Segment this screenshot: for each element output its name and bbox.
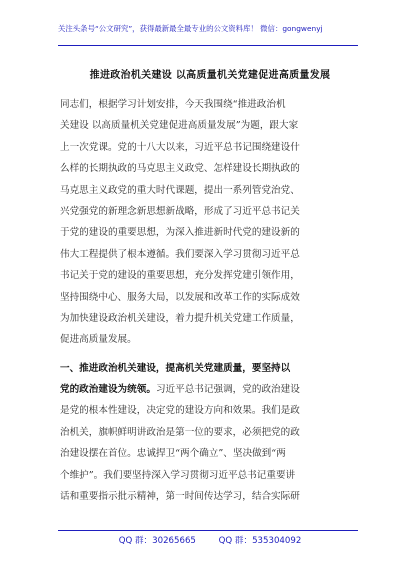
paragraph-gap <box>60 351 350 358</box>
body-line: 是党的根本性建设，决定党的建设方向和效果。我们是政 <box>60 405 300 417</box>
body-line: 兴党强党的新理念新思想新战略，形成了习近平总书记关 <box>60 205 300 217</box>
body-line: 么样的长期执政的马克思主义政党、怎样建设长期执政的 <box>60 163 300 175</box>
section-heading-text: 党的政治建设为统领。 <box>60 384 156 396</box>
body-line: 治机关，旗帜鲜明讲政治是第一位的要求，必须把党的政 <box>60 426 300 438</box>
body-line: 习近平总书记强调，党的政治建设 <box>155 384 300 396</box>
body-line: 促进高质量发展。 <box>60 334 137 346</box>
body-line: 坚持围绕中心、服务大局，以发展和改革工作的实际成效 <box>60 291 300 303</box>
body-line: 上一次党课。党的十八大以来，习近平总书记围绕建设什 <box>60 141 300 153</box>
footer-qq-group-1: QQ 群：30265665 <box>118 536 196 546</box>
footer-qq-group-2: QQ 群：535304092 <box>218 536 302 546</box>
header-divider <box>58 45 358 46</box>
section-heading-line-1: 一、推进政治机关建设，提高机关党建质量，要坚持以 <box>60 362 291 374</box>
body-line: 书记关于党的建设的重要思想，充分发挥党建引领作用， <box>60 270 300 282</box>
header-promo-note: 关注头条号“公文研究”，获得最新最全最专业的公文资料库！ 微信：gongwenyj <box>58 24 323 33</box>
body-line: 伟大工程提供了根本遵循。我们要深入学习贯彻习近平总 <box>60 248 300 260</box>
body-line: 治建设摆在首位。忠诚捍卫“两个确立”、坚决做到“两 <box>60 448 286 460</box>
footer-contacts <box>60 534 360 546</box>
body-line: 话和重要指示批示精神，第一时间传达学习，结合实际研 <box>60 491 300 503</box>
body-line: 为加快建设政治机关建设，着力提升机关党建工作质量， <box>60 312 300 324</box>
body-line: 于党的建设的重要思想，为深入推进新时代党的建设新的 <box>60 227 300 239</box>
body-line: 关建设 以高质量机关党建促进高质量发展”为题，跟大家 <box>60 120 299 132</box>
body-line: 马克思主义政党的重大时代课题，提出一系列管党治党、 <box>60 184 300 196</box>
body-line: 个维护”。我们要坚持深入学习贯彻习近平总书记重要讲 <box>60 469 296 481</box>
footer-divider <box>58 530 358 531</box>
document-body <box>60 94 350 507</box>
document-title: 推进政治机关建设 以高质量机关党建促进高质量发展 <box>89 70 331 81</box>
body-line: 同志们，根据学习计划安排，今天我围绕“推进政治机 <box>60 99 286 110</box>
section-heading-line-2 <box>60 379 350 400</box>
